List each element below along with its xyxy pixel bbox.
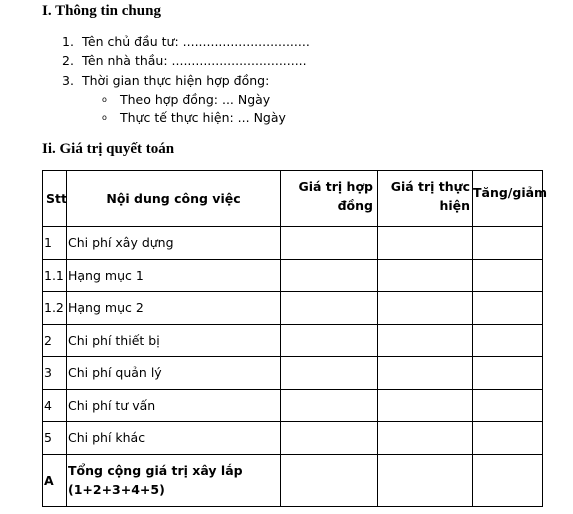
header-contract-value bbox=[281, 171, 378, 227]
cell-content: Chi phí thiết bị bbox=[67, 324, 281, 357]
list-text: Tên chủ đầu tư: ................................ bbox=[82, 34, 310, 49]
cell-contract-value bbox=[281, 227, 378, 260]
cell-stt: 1.1 bbox=[43, 259, 67, 292]
table-row bbox=[43, 324, 543, 357]
cell-content: Hạng mục 1 bbox=[67, 259, 281, 292]
cell-stt: 1 bbox=[43, 227, 67, 260]
section-1-title: I. Thông tin chung bbox=[42, 3, 161, 19]
header-change: Tăng/giảm bbox=[473, 171, 543, 227]
header-stt: Stt bbox=[43, 171, 67, 227]
settlement-table bbox=[42, 170, 548, 507]
cell-actual-value bbox=[378, 389, 473, 422]
header-contract-line2: đồng bbox=[337, 198, 373, 213]
list-text: Tên nhà thầu: .................................. bbox=[82, 53, 307, 68]
bullet-icon: o bbox=[102, 113, 107, 122]
total-content-line2: (1+2+3+4+5) bbox=[68, 482, 165, 497]
sub-list-text: Thực tế thực hiện: ... Ngày bbox=[120, 110, 286, 125]
cell-change bbox=[473, 389, 543, 422]
cell-stt: 2 bbox=[43, 324, 67, 357]
cell-content: Chi phí tư vấn bbox=[67, 389, 281, 422]
cell-total-content bbox=[67, 454, 281, 506]
cell-contract-value bbox=[281, 357, 378, 390]
header-actual-value bbox=[378, 171, 473, 227]
cell-actual-value bbox=[378, 324, 473, 357]
cell-contract-value bbox=[281, 454, 378, 506]
table-header-row bbox=[43, 171, 543, 227]
total-content-line1: Tổng cộng giá trị xây lắp bbox=[68, 463, 243, 478]
table-total-row bbox=[43, 454, 543, 506]
cell-contract-value bbox=[281, 259, 378, 292]
bullet-icon: o bbox=[102, 95, 107, 104]
header-content: Nội dung công việc bbox=[67, 171, 281, 227]
cell-stt: 4 bbox=[43, 389, 67, 422]
table-row bbox=[43, 292, 543, 325]
cell-change bbox=[473, 292, 543, 325]
cell-actual-value bbox=[378, 357, 473, 390]
cell-content: Chi phí xây dựng bbox=[67, 227, 281, 260]
cell-stt: 1.2 bbox=[43, 292, 67, 325]
cell-change bbox=[473, 454, 543, 506]
section-2-title: Ii. Giá trị quyết toán bbox=[42, 141, 175, 157]
cell-contract-value bbox=[281, 422, 378, 455]
cell-stt: 3 bbox=[43, 357, 67, 390]
list-text: Thời gian thực hiện hợp đồng: bbox=[82, 73, 270, 88]
sub-list-text: Theo hợp đồng: ... Ngày bbox=[120, 92, 271, 107]
cell-contract-value bbox=[281, 324, 378, 357]
cell-stt: 5 bbox=[43, 422, 67, 455]
cell-contract-value bbox=[281, 389, 378, 422]
table-row bbox=[43, 389, 543, 422]
cell-change bbox=[473, 227, 543, 260]
cell-actual-value bbox=[378, 422, 473, 455]
cell-content: Chi phí quản lý bbox=[67, 357, 281, 390]
cell-actual-value bbox=[378, 292, 473, 325]
list-number: 1. bbox=[62, 34, 74, 49]
table-row bbox=[43, 357, 543, 390]
cell-change bbox=[473, 324, 543, 357]
cell-total-stt: A bbox=[43, 454, 67, 506]
cell-change bbox=[473, 422, 543, 455]
list-number: 3. bbox=[62, 73, 74, 88]
cell-content: Hạng mục 2 bbox=[67, 292, 281, 325]
cell-content: Chi phí khác bbox=[67, 422, 281, 455]
table-row bbox=[43, 259, 543, 292]
cell-actual-value bbox=[378, 227, 473, 260]
cell-actual-value bbox=[378, 454, 473, 506]
header-actual-line1: Giá trị thực bbox=[390, 179, 470, 194]
header-contract-line1: Giá trị hợp bbox=[298, 179, 373, 194]
header-actual-line2: hiện bbox=[439, 198, 470, 213]
table-row bbox=[43, 227, 543, 260]
cell-change bbox=[473, 357, 543, 390]
cell-actual-value bbox=[378, 259, 473, 292]
cell-contract-value bbox=[281, 292, 378, 325]
list-number: 2. bbox=[62, 53, 74, 68]
cell-change bbox=[473, 259, 543, 292]
table-row bbox=[43, 422, 543, 455]
